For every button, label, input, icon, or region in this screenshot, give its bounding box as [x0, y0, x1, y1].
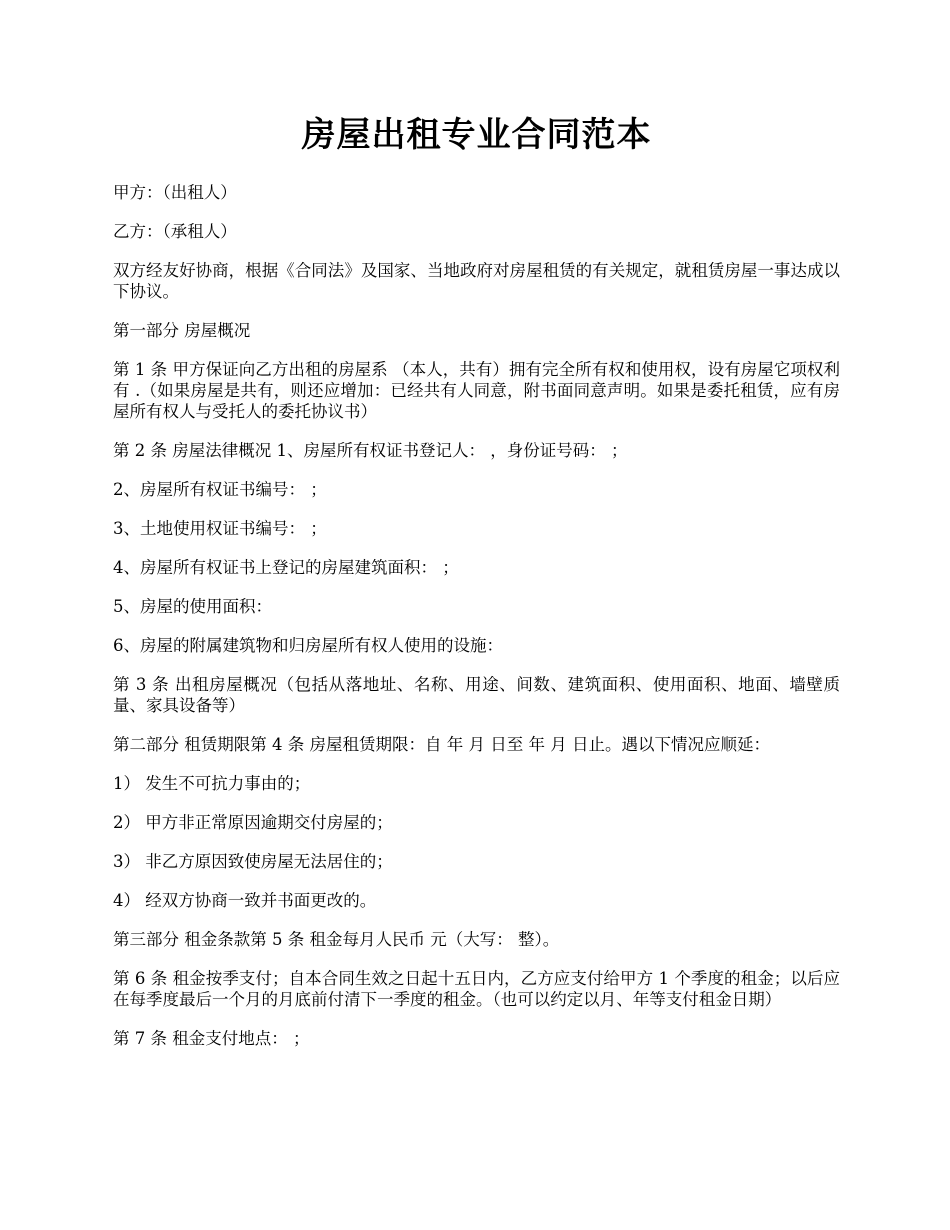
article-7-paragraph: 第 7 条 租金支付地点： ； — [113, 1029, 310, 1048]
article-3-paragraph: 第 3 条 出租房屋概况（包括从落地址、名称、用途、间数、建筑面积、使用面积、地面、墙壁质量、家具设备等） — [113, 675, 840, 715]
document-page — [113, 110, 840, 1067]
document-title: 房屋出租专业合同范本 — [301, 115, 652, 155]
extension-item-4: 4） 经双方协商一致并书面更改的。 — [113, 891, 377, 910]
extension-item-1: 1） 发生不可抗力事由的； — [113, 774, 311, 793]
article-2-item-2: 2、房屋所有权证书编号： ； — [113, 480, 327, 499]
extension-item-3: 3） 非乙方原因致使房屋无法居住的； — [113, 852, 393, 871]
article-2-item-5: 5、房屋的使用面积： — [113, 597, 272, 616]
article-6-paragraph: 第 6 条 租金按季支付；自本合同生效之日起十五日内，乙方应支付给甲方 1 个季度的租金；以后应在每季度最后一个月的月底前付清下一季度的租金。（也可以约定以月、年等支付租金日期） — [113, 969, 840, 1009]
article-2-item-3: 3、土地使用权证书编号： ； — [113, 519, 327, 538]
article-2-item-4: 4、房屋所有权证书上登记的房屋建筑面积： ； — [113, 558, 459, 577]
extension-item-2: 2） 甲方非正常原因逾期交付房屋的； — [113, 813, 393, 832]
party-a-line: 甲方：（出租人） — [113, 183, 237, 202]
preamble-paragraph: 双方经友好协商，根据《合同法》及国家、当地政府对房屋租赁的有关规定，就租赁房屋一事达成以下协议。 — [113, 261, 840, 301]
article-1-paragraph: 第 1 条 甲方保证向乙方出租的房屋系 （本人，共有）拥有完全所有权和使用权，设有房屋它项权利有 .（如果房屋是共有，则还应增加：已经共有人同意，附书面同意声明。如果是委托租赁，应有房屋所有权人与受托人的委托协议书） — [113, 360, 840, 421]
section-heading-part-1: 第一部分 房屋概况 — [113, 321, 251, 340]
party-b-line: 乙方：（承租人） — [113, 222, 237, 241]
article-5-paragraph: 第三部分 租金条款第 5 条 租金每月人民币 元（大写： 整）。 — [113, 930, 560, 949]
article-2-paragraph: 第 2 条 房屋法律概况 1、房屋所有权证书登记人： ，身份证号码： ； — [113, 441, 628, 460]
article-4-paragraph: 第二部分 租赁期限第 4 条 房屋租赁期限：自 年 月 日至 年 月 日止。遇以下情况应顺延： — [113, 735, 770, 754]
article-2-item-6: 6、房屋的附属建筑物和归房屋所有权人使用的设施： — [113, 636, 503, 655]
